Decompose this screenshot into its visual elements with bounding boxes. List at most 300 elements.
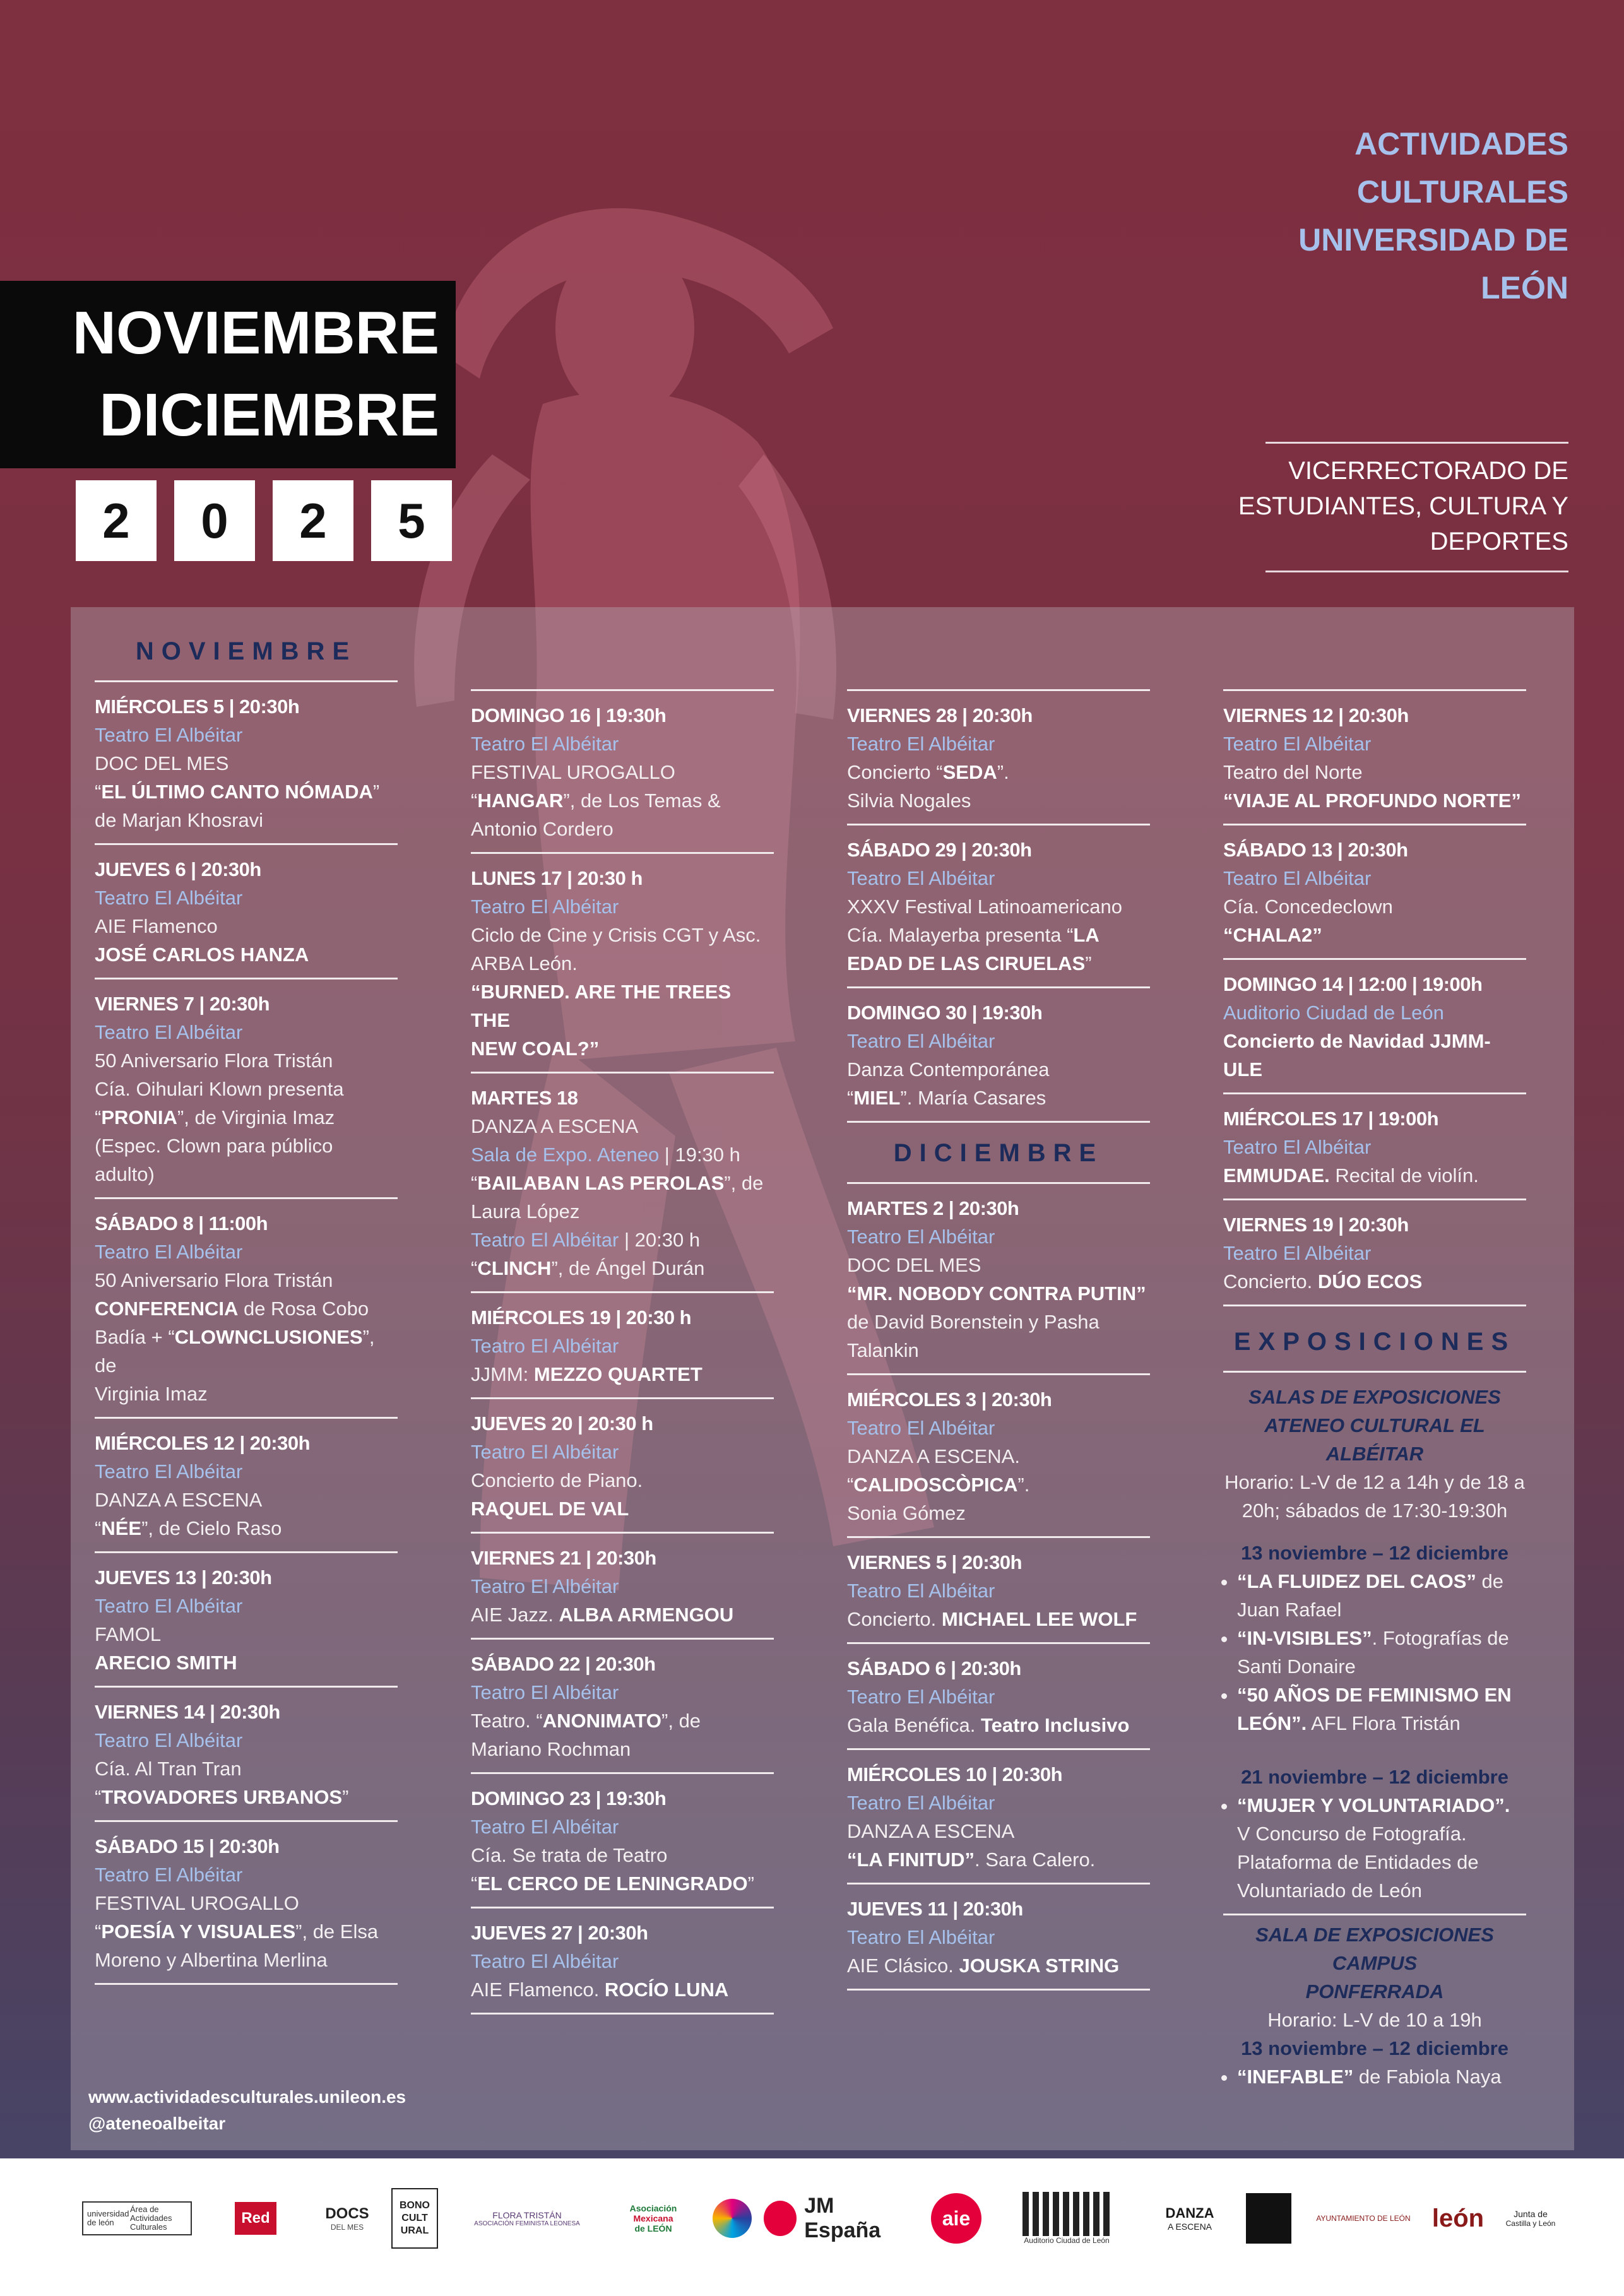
year-digit: 2	[76, 480, 157, 561]
vicerrectorado	[1215, 453, 1568, 559]
event-text: FESTIVAL UROGALLO	[471, 761, 675, 783]
event-text-part: ”.	[1017, 1474, 1030, 1496]
junta-logo-text: Castilla y León	[1505, 2219, 1556, 2228]
event-text: Cía. Concedeclown	[1223, 896, 1393, 918]
exhibition-hours: Horario: L-V de 10 a 19h	[1267, 2009, 1482, 2031]
year-digit: 5	[371, 480, 452, 561]
event-date: DOMINGO 30 | 19:30h	[847, 1002, 1043, 1024]
separator	[471, 1397, 774, 1399]
event-text-part: ”	[342, 1786, 349, 1808]
separator	[1223, 689, 1526, 691]
event-title: DÚO ECOS	[1317, 1270, 1423, 1293]
event-venue: Auditorio Ciudad de León	[1223, 1002, 1444, 1024]
event-text: (Espec. Clown para público	[95, 1135, 333, 1157]
event-venue: Teatro El Albéitar	[1223, 733, 1372, 755]
event-venue: Teatro El Albéitar	[847, 1792, 995, 1814]
event-text-part: ”.	[997, 761, 1009, 783]
event	[95, 855, 398, 969]
event-text	[471, 786, 774, 815]
event-title: TROVADORES URBANOS	[101, 1786, 343, 1808]
event-text-part: ”, de	[724, 1172, 764, 1194]
flora-tristan-logo	[454, 2181, 600, 2256]
event-text	[847, 1084, 1150, 1112]
event-date: JUEVES 27 | 20:30h	[471, 1922, 648, 1944]
event-title: “BURNED. ARE THE TREES THE	[471, 981, 732, 1031]
event-text-part: AIE Jazz.	[471, 1604, 559, 1626]
event-date: MARTES 18	[471, 1087, 578, 1109]
separator	[471, 2013, 774, 2015]
event-title: CALIDOSCÒPICA	[853, 1474, 1018, 1496]
exhibition-title: “INEFABLE”	[1237, 2066, 1354, 2088]
section-title-exposiciones: EXPOSICIONES	[1233, 1328, 1516, 1356]
event	[471, 1784, 774, 1898]
event-text: adulto)	[95, 1163, 155, 1185]
event-text: Concierto de Piano.	[471, 1469, 643, 1491]
bono-cultural-logo	[391, 2188, 438, 2249]
exhibition-hall: SALAS DE EXPOSICIONES	[1248, 1386, 1501, 1408]
event-venue: Teatro El Albéitar	[471, 1816, 619, 1838]
aie-logo-text: aie	[931, 2193, 981, 2244]
event-text	[95, 1323, 398, 1380]
event-text: Sonia Gómez	[847, 1502, 966, 1524]
event-text	[471, 1140, 774, 1169]
event-text: Laura López	[471, 1200, 580, 1222]
event-text-part: ”, de Ángel Durán	[551, 1257, 705, 1279]
event-text-part: AIE Clásico.	[847, 1955, 959, 1977]
vice-line: ESTUDIANTES, CULTURA Y	[1238, 492, 1568, 520]
event-venue: Teatro El Albéitar	[95, 1241, 243, 1263]
danza-a-escena-logo	[1146, 2181, 1234, 2256]
ayto-logo-text: AYUNTAMIENTO DE LEÓN	[1316, 2214, 1411, 2223]
event-venue: Sala de Expo. Ateneo	[471, 1144, 660, 1166]
event-date: SÁBADO 29 | 20:30h	[847, 839, 1032, 861]
event-text	[847, 949, 1150, 978]
event-date: SÁBADO 15 | 20:30h	[95, 1835, 280, 1857]
event-date: SÁBADO 13 | 20:30h	[1223, 839, 1408, 861]
event-text-part: “	[847, 1087, 854, 1109]
event-text	[471, 1226, 774, 1254]
event	[471, 864, 774, 1063]
vice-line: DEPORTES	[1430, 528, 1568, 555]
event-date: MIÉRCOLES 19 | 20:30 h	[471, 1306, 692, 1328]
event-text-part: “	[471, 1873, 478, 1895]
asociacion-mexicana-logo	[609, 2181, 697, 2256]
event	[95, 1832, 398, 1974]
bono-logo-text: URAL	[400, 2225, 429, 2236]
event-title: NEW COAL?”	[471, 1038, 600, 1060]
event-date: SÁBADO 6 | 20:30h	[847, 1657, 1021, 1679]
event-venue: Teatro El Albéitar	[471, 1575, 619, 1597]
event-text	[95, 1783, 398, 1811]
event	[847, 701, 1150, 815]
event-date: JUEVES 20 | 20:30 h	[471, 1412, 653, 1435]
event-list	[471, 689, 774, 2015]
event-text-part: Badía + “	[95, 1326, 175, 1348]
exhibition-detail: AFL Flora Tristán	[1307, 1712, 1461, 1734]
event-text: AIE Flamenco	[95, 915, 218, 937]
event-text	[847, 1279, 1150, 1308]
event-title: Teatro Inclusivo	[980, 1714, 1130, 1736]
event-text-part: ”	[1085, 952, 1092, 974]
separator	[847, 1536, 1150, 1538]
event-text-part: Concierto.	[847, 1608, 942, 1630]
event-venue: Teatro El Albéitar	[847, 1226, 995, 1248]
event-text	[1223, 786, 1526, 815]
event-date: MIÉRCOLES 3 | 20:30h	[847, 1388, 1052, 1411]
event-text-part: ”, de Virginia Imaz	[177, 1106, 335, 1128]
event-date: MIÉRCOLES 5 | 20:30h	[95, 695, 300, 718]
event-title: EL ÚLTIMO CANTO NÓMADA	[101, 781, 373, 803]
event-text-part: ”, de	[661, 1710, 701, 1732]
leon-logo-text: león	[1431, 2204, 1485, 2232]
event-title: NÉE	[101, 1517, 142, 1539]
event-text	[847, 1845, 1150, 1874]
event-text	[471, 1360, 774, 1388]
event-text-part: ”, de Los Temas &	[563, 790, 721, 812]
separator	[471, 1072, 774, 1074]
event-venue: Teatro El Albéitar	[847, 733, 995, 755]
event-text-part: Concierto “	[847, 761, 943, 783]
event-venue: Teatro El Albéitar	[1223, 1136, 1372, 1158]
event-text-part: ”, de Elsa	[295, 1920, 379, 1943]
flora-logo-text: FLORA TRISTÁN	[492, 2210, 562, 2220]
exhibition-item	[1237, 1791, 1526, 1905]
event-venue: Teatro El Albéitar	[847, 1417, 995, 1439]
event-text-part: “	[95, 781, 102, 803]
event-venue: Teatro El Albéitar	[471, 1229, 619, 1251]
event-date: MARTES 2 | 20:30h	[847, 1197, 1019, 1219]
event-title: “VIAJE AL PROFUNDO NORTE”	[1223, 790, 1521, 812]
jm-logo-text: JM España	[804, 2194, 881, 2242]
event-text-part: ”	[747, 1873, 754, 1895]
event	[95, 1429, 398, 1542]
event-text-part: “	[847, 1474, 854, 1496]
event-text	[471, 1601, 774, 1629]
event-text	[95, 1648, 398, 1677]
header-divider	[1265, 571, 1568, 572]
event	[1223, 1210, 1526, 1296]
event-text: Silvia Nogales	[847, 790, 971, 812]
event-date: VIERNES 5 | 20:30h	[847, 1551, 1022, 1573]
separator	[95, 1820, 398, 1822]
ule-logo	[77, 2181, 197, 2256]
event-title: ARECIO SMITH	[95, 1652, 237, 1674]
event-text: FESTIVAL UROGALLO	[95, 1892, 299, 1914]
exhibition-title: “50 AÑOS DE FEMINISMO EN LEÓN”.	[1237, 1684, 1512, 1734]
event-title: MIEL	[853, 1087, 901, 1109]
event-text: DANZA A ESCENA.	[847, 1445, 1020, 1467]
exhibition-item	[1237, 2062, 1526, 2091]
event-text-part: Concierto.	[1223, 1270, 1318, 1293]
event-text-part: | 20:30 h	[619, 1229, 701, 1251]
event-venue: Teatro El Albéitar	[471, 896, 619, 918]
festival-logo	[710, 2181, 754, 2256]
event-list	[847, 689, 1150, 1123]
event-title: “MR. NOBODY CONTRA PUTIN”	[847, 1282, 1146, 1305]
separator	[847, 986, 1150, 988]
event-title: EL CERCO DE LENINGRADO	[477, 1873, 748, 1895]
event-title: RAQUEL DE VAL	[471, 1498, 629, 1520]
event-text	[847, 758, 1150, 786]
junta-logo	[1499, 2181, 1562, 2256]
org-line: LEÓN	[1481, 270, 1568, 305]
event-text-part: Teatro. “	[471, 1710, 543, 1732]
exhibitions	[1223, 1383, 1526, 2091]
event	[847, 836, 1150, 978]
event-date: DOMINGO 14 | 12:00 | 19:00h	[1223, 973, 1483, 995]
exhibition-hall: PONFERRADA	[1305, 1980, 1444, 2003]
separator	[1223, 1305, 1526, 1306]
event-title: JOUSKA STRING	[959, 1955, 1120, 1977]
event-venue: Teatro El Albéitar	[847, 1580, 995, 1602]
event-text	[471, 1707, 774, 1735]
event-title: ALBA ARMENGOU	[559, 1604, 734, 1626]
event	[847, 1760, 1150, 1874]
separator	[95, 843, 398, 845]
exhibition-title: “IN-VISIBLES”	[1237, 1627, 1372, 1649]
event-text: Cía. Se trata de Teatro	[471, 1844, 668, 1866]
event-text-part: Cía. Malayerba presenta “	[847, 924, 1074, 946]
event-text: ARBA León.	[471, 952, 578, 974]
event-text	[847, 921, 1150, 949]
event-title: “CHALA2”	[1223, 924, 1322, 946]
event-date: JUEVES 13 | 20:30h	[95, 1566, 272, 1589]
event-text	[847, 1711, 1150, 1739]
ule-logo-name: universidad de león	[87, 2209, 129, 2227]
event-text-part: Gala Benéfica.	[847, 1714, 981, 1736]
event-title: HANGAR	[477, 790, 564, 812]
event-text: 50 Aniversario Flora Tristán	[95, 1269, 333, 1291]
event-title: PRONIA	[101, 1106, 177, 1128]
separator	[847, 1989, 1150, 1991]
header-divider	[1265, 442, 1568, 444]
red-logo-text: Red	[235, 2202, 276, 2235]
event-text: Teatro del Norte	[1223, 761, 1363, 783]
event-list	[847, 1182, 1150, 1991]
event-text-part: AIE Flamenco.	[471, 1979, 605, 2001]
event-text: Moreno y Albertina Merlina	[95, 1949, 328, 1971]
separator	[1223, 824, 1526, 825]
event-text: de David Borenstein y Pasha	[847, 1311, 1099, 1333]
event-venue: Teatro El Albéitar	[95, 1021, 243, 1043]
event-text: FAMOL	[95, 1623, 162, 1645]
event-text: de Marjan Khosravi	[95, 809, 264, 831]
rooster-logo	[1243, 2181, 1294, 2256]
separator	[471, 1291, 774, 1293]
exhibition-dates: 13 noviembre – 12 diciembre	[1241, 1542, 1508, 1564]
auditorio-logo	[1004, 2181, 1130, 2256]
event-text-part: JJMM:	[471, 1363, 534, 1385]
exhibition-title: “MUJER Y VOLUNTARIADO”.	[1237, 1794, 1510, 1816]
separator	[847, 1883, 1150, 1885]
event-text	[95, 1917, 398, 1946]
schedule-column	[1223, 680, 1526, 2091]
event-title: CLINCH	[477, 1257, 552, 1279]
separator	[847, 1182, 1150, 1184]
amex-logo-text: Asociación	[629, 2203, 677, 2213]
event-text	[1223, 1267, 1526, 1296]
separator	[1223, 1914, 1526, 1915]
event-text-part: “	[95, 1786, 102, 1808]
schedule-column	[847, 680, 1150, 2001]
separator	[1223, 958, 1526, 960]
event-date: VIERNES 7 | 20:30h	[95, 993, 270, 1015]
event-text-part: | 19:30 h	[659, 1144, 740, 1166]
event-text-part: . Sara Calero.	[975, 1849, 1096, 1871]
separator	[847, 1373, 1150, 1375]
event-text: Cía. Oihulari Klown presenta	[95, 1078, 344, 1100]
event	[471, 1650, 774, 1763]
event-text	[95, 778, 398, 806]
event-text	[1223, 1161, 1526, 1190]
event-list	[95, 680, 398, 1985]
event-date: MIÉRCOLES 17 | 19:00h	[1223, 1108, 1439, 1130]
exhibition-title: “LA FLUIDEZ DEL CAOS”	[1237, 1570, 1476, 1592]
org-title	[1190, 120, 1568, 312]
event-venue: Teatro El Albéitar	[95, 1729, 243, 1751]
event-text-part: ”, de	[95, 1326, 375, 1376]
event-venue: Teatro El Albéitar	[1223, 867, 1372, 889]
event-date: JUEVES 11 | 20:30h	[847, 1898, 1023, 1920]
event-text: Antonio Cordero	[471, 818, 613, 840]
event-text	[95, 1294, 398, 1323]
event-text: DOC DEL MES	[95, 752, 229, 774]
event-text	[471, 1169, 774, 1197]
event-text-part: “	[471, 790, 478, 812]
separator	[95, 1983, 398, 1985]
event-text-part: ”	[372, 781, 380, 803]
footer-links	[88, 2084, 406, 2137]
exhibition-item	[1237, 1681, 1526, 1737]
event-date: MIÉRCOLES 10 | 20:30h	[847, 1763, 1063, 1785]
event-title: ANONIMATO	[542, 1710, 662, 1732]
section-title-noviembre: NOVIEMBRE	[135, 637, 357, 665]
event-text-part: Recital de violín.	[1329, 1164, 1479, 1186]
event-title: EDAD DE LAS CIRUELAS	[847, 952, 1086, 974]
event-text: Danza Contemporánea	[847, 1058, 1050, 1080]
separator	[471, 852, 774, 854]
exhibition-hours: Horario: L-V de 12 a 14h y de 18 a	[1224, 1471, 1525, 1493]
event-text	[1223, 1027, 1526, 1084]
vice-line: VICERRECTORADO DE	[1288, 457, 1568, 485]
event-text-part: ”. María Casares	[900, 1087, 1046, 1109]
org-line: CULTURALES	[1356, 174, 1568, 210]
event-venue: Teatro El Albéitar	[95, 1864, 243, 1886]
amex-logo-text: Mexicana	[633, 2213, 673, 2223]
event-text	[95, 1103, 398, 1132]
flora-logo-sub: ASOCIACIÓN FEMINISTA LEONESA	[474, 2220, 580, 2227]
separator	[471, 1638, 774, 1640]
event-text: Mariano Rochman	[471, 1738, 631, 1760]
event-text: Cía. Al Tran Tran	[95, 1758, 242, 1780]
event	[847, 1385, 1150, 1527]
event-venue: Teatro El Albéitar	[95, 887, 243, 909]
event-venue: Teatro El Albéitar	[471, 1950, 619, 1972]
website-link[interactable]: www.actividadesculturales.unileon.es	[88, 2087, 406, 2107]
event	[95, 1209, 398, 1408]
event-venue: Teatro El Albéitar	[471, 1681, 619, 1703]
separator	[847, 1748, 1150, 1750]
event-venue: Teatro El Albéitar	[847, 1686, 995, 1708]
event-date: MIÉRCOLES 12 | 20:30h	[95, 1432, 311, 1454]
event-venue: Teatro El Albéitar	[471, 733, 619, 755]
event-venue: Teatro El Albéitar	[471, 1441, 619, 1463]
event-text	[471, 1034, 774, 1063]
event	[471, 1084, 774, 1282]
separator	[95, 1551, 398, 1553]
event-text: DANZA A ESCENA	[471, 1115, 639, 1137]
exhibition-item	[1237, 1624, 1526, 1681]
event-title: BAILABAN LAS PEROLAS	[477, 1172, 725, 1194]
ule-logo-area: Área de Actividades Culturales	[130, 2204, 172, 2232]
event-text	[471, 1494, 774, 1523]
auditorio-logo-text: Auditorio Ciudad de León	[1024, 2236, 1110, 2245]
danza-logo-sub: A ESCENA	[1167, 2222, 1212, 2232]
event	[1223, 970, 1526, 1084]
schedule-column	[471, 680, 774, 2025]
leon-logo	[1426, 2181, 1490, 2256]
separator	[95, 1197, 398, 1199]
event-date: VIERNES 14 | 20:30h	[95, 1701, 280, 1723]
event-title: MICHAEL LEE WOLF	[941, 1608, 1137, 1630]
event	[95, 990, 398, 1188]
separator	[847, 1121, 1150, 1123]
schedule-column	[95, 631, 398, 1995]
event-date: JUEVES 6 | 20:30h	[95, 858, 261, 880]
exhibition-detail: V Concurso de Fotografía. Plataforma de Entidades de Voluntariado de León	[1237, 1823, 1479, 1902]
event-text	[471, 1869, 774, 1898]
event	[471, 1919, 774, 2004]
event	[1223, 701, 1526, 815]
exhibition-hours: 20h; sábados de 17:30-19:30h	[1242, 1500, 1508, 1522]
separator	[95, 1417, 398, 1419]
event	[471, 1409, 774, 1523]
event-venue: Teatro El Albéitar	[847, 1030, 995, 1052]
event-text	[471, 978, 774, 1034]
exhibition-detail: de Juan Rafael	[1237, 1570, 1503, 1621]
bono-logo-text: CULT	[401, 2213, 428, 2223]
sponsor-logos	[69, 2181, 1565, 2269]
event-venue: Teatro El Albéitar	[471, 1335, 619, 1357]
event	[95, 692, 398, 834]
event-title: CONFERENCIA	[95, 1298, 239, 1320]
event-text-part: ”, de Cielo Raso	[141, 1517, 282, 1539]
event-text	[1223, 921, 1526, 949]
social-handle[interactable]: @ateneoalbeitar	[88, 2114, 226, 2133]
event	[471, 1544, 774, 1629]
months-banner	[0, 281, 456, 468]
separator	[847, 689, 1150, 691]
event-title: EMMUDAE.	[1223, 1164, 1330, 1186]
event-text	[95, 940, 398, 969]
separator	[847, 1642, 1150, 1644]
danza-logo-text: DANZA	[1165, 2205, 1214, 2221]
event-title: MEZZO QUARTET	[533, 1363, 702, 1385]
exhibition-hall: ATENEO CULTURAL EL ALBÉITAR	[1264, 1414, 1485, 1465]
docs-logo-text: DOCS	[325, 2205, 369, 2222]
event-title: SEDA	[942, 761, 997, 783]
event-title: Concierto de Navidad JJMM-ULE	[1223, 1030, 1491, 1080]
event	[471, 1303, 774, 1388]
event-date: VIERNES 19 | 20:30h	[1223, 1214, 1409, 1236]
event-date: DOMINGO 16 | 19:30h	[471, 704, 667, 726]
event-date: SÁBADO 22 | 20:30h	[471, 1653, 656, 1675]
separator	[1223, 1198, 1526, 1200]
event-text: DOC DEL MES	[847, 1254, 981, 1276]
section-title-diciembre: DICIEMBRE	[893, 1139, 1104, 1167]
docs-logo-sub: DEL MES	[330, 2223, 364, 2232]
separator	[471, 689, 774, 691]
